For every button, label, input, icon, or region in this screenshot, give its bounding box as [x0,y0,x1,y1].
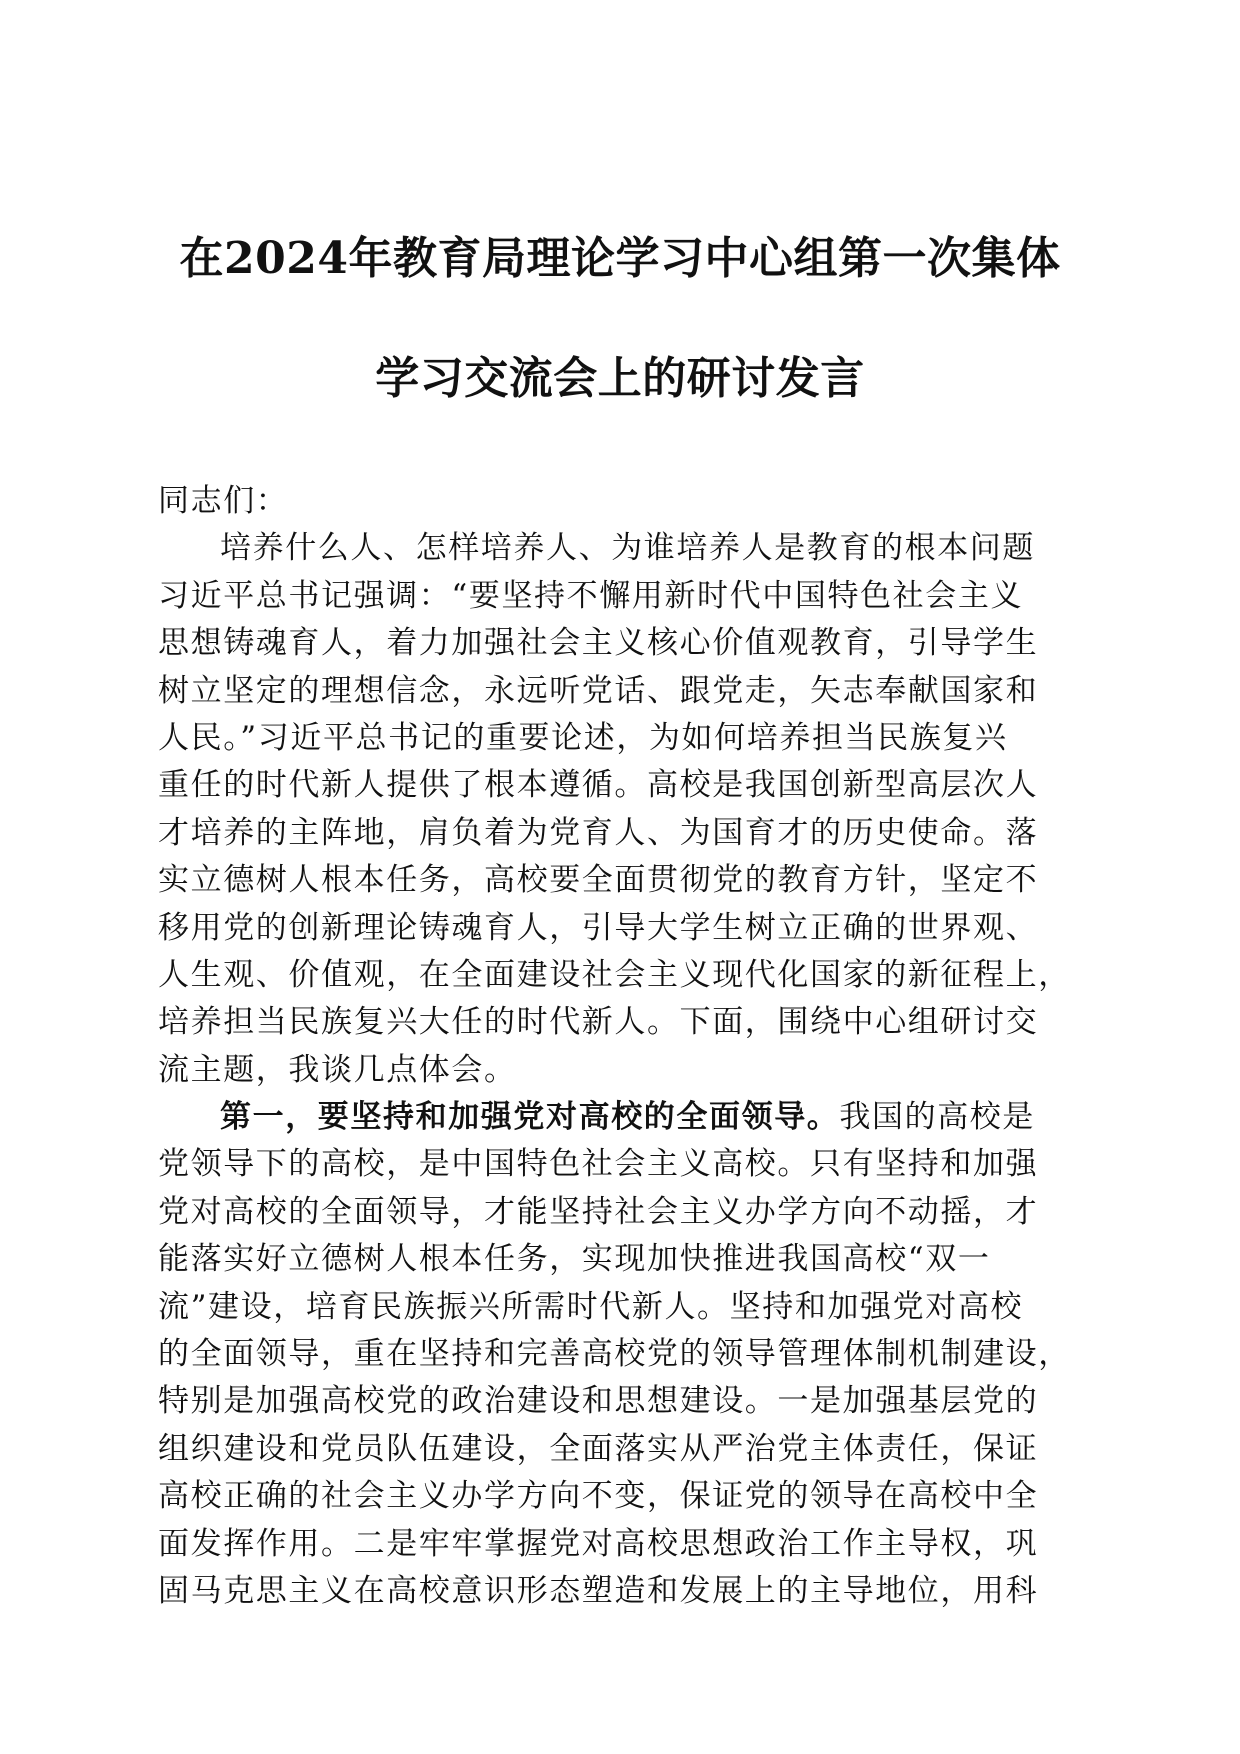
paragraph-line: 实立德树人根本任务，高校要全面贯彻党的教育方针，坚定不 [158,862,1039,899]
paragraph-line: 党领导下的高校，是中国特色社会主义高校。只有坚持和加强 [158,1146,1039,1183]
paragraph-line: 流主题，我谈几点体会。 [158,1051,517,1088]
paragraph-line: 党对高校的全面领导，才能坚持社会主义办学方向不动摇，才 [158,1193,1039,1230]
document-title-line-1: 在2024年教育局理论学习中心组第一次集体 [179,233,1061,284]
paragraph-line: 的全面领导，重在坚持和完善高校党的领导管理体制机制建设， [158,1336,1071,1373]
paragraph-line: 能落实好立德树人根本任务，实现加快推进我国高校“双一 [158,1241,991,1278]
paragraph-line: 培养担当民族复兴大任的时代新人。下面，围绕中心组研讨交 [158,1004,1039,1041]
section-heading-first: 第一，要坚持和加强党对高校的全面领导。 [220,1099,840,1136]
paragraph-2-first-rest: 我国的高校是 [839,1099,1036,1136]
paragraph-line: 固马克思主义在高校意识形态塑造和发展上的主导地位，用科 [158,1572,1039,1609]
paragraph-line: 习近平总书记强调：“要坚持不懈用新时代中国特色社会主义 [158,577,1024,614]
paragraph-line: 人生观、价值观，在全面建设社会主义现代化国家的新征程上， [158,956,1071,993]
paragraph-line: 高校正确的社会主义办学方向不变，保证党的领导在高校中全 [158,1478,1039,1515]
paragraph-line: 才培养的主阵地，肩负着为党育人、为国育才的历史使命。落 [158,814,1039,851]
paragraph-line: 培养什么人、怎样培养人、为谁培养人是教育的根本问题 [220,530,1035,567]
paragraph-2-first-line [158,1094,1098,1141]
paragraph-line: 面发挥作用。二是牢牢掌握党对高校思想政治工作主导权，巩 [158,1525,1039,1562]
salutation: 同志们： [158,483,289,519]
paragraph-line: 移用党的创新理论铸魂育人，引导大学生树立正确的世界观、 [158,909,1039,946]
paragraph-line: 树立坚定的理想信念，永远听党话、跟党走，矢志奉献国家和 [158,672,1039,709]
paragraph-line: 流”建设，培育民族振兴所需时代新人。坚持和加强党对高校 [158,1288,1024,1325]
document-title-line-2: 学习交流会上的研讨发言 [375,353,865,404]
paragraph-line: 人民。”习近平总书记的重要论述，为如何培养担当民族复兴 [158,719,1008,756]
paragraph-line: 重任的时代新人提供了根本遵循。高校是我国创新型高层次人 [158,767,1039,804]
paragraph-line: 组织建设和党员队伍建设，全面落实从严治党主体责任，保证 [158,1430,1039,1467]
document-body [158,478,1098,1615]
paragraph-line: 特别是加强高校党的政治建设和思想建设。一是加强基层党的 [158,1383,1039,1420]
paragraph-line: 思想铸魂育人，着力加强社会主义核心价值观教育，引导学生 [158,625,1039,662]
